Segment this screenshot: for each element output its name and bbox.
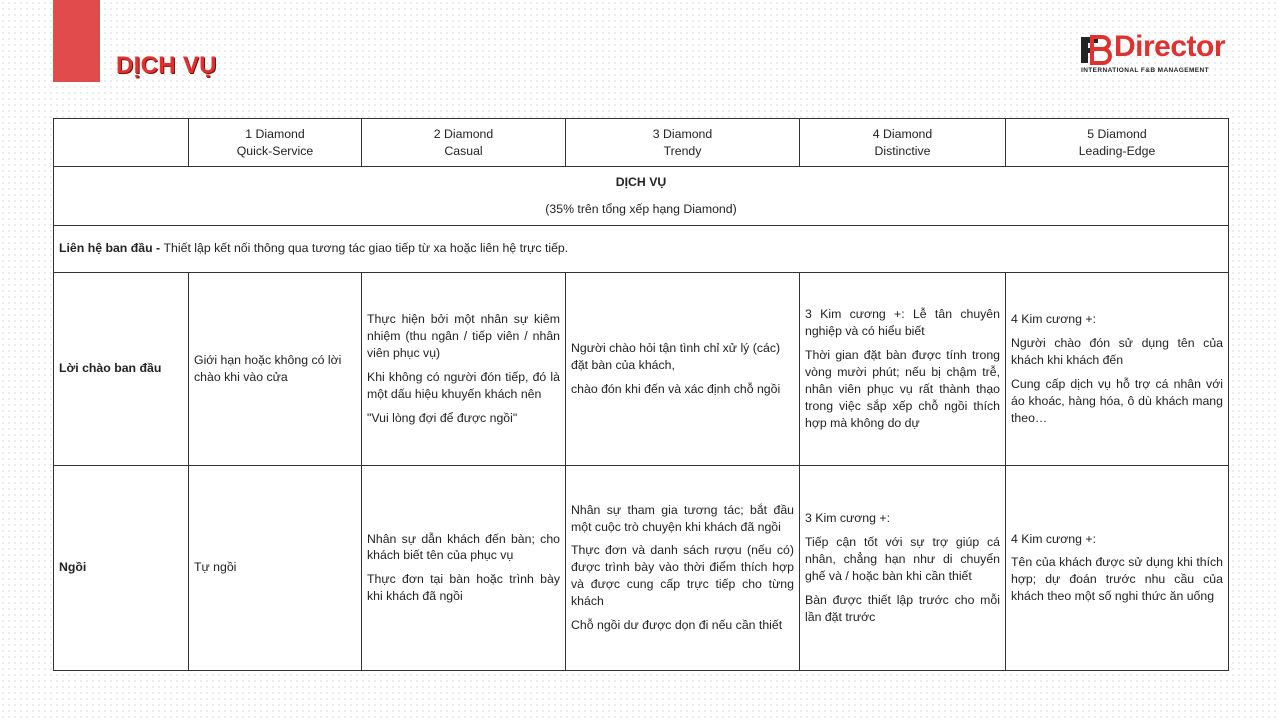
table-cell: Người chào hỏi tận tình chỉ xử lý (các) đặt bàn của khách, chào đón khi đến và xác định chỗ ngồi — [566, 272, 800, 465]
table-cell: 3 Kim cương +: Lễ tân chuyên nghiệp và có hiểu biết Thời gian đặt bàn được tính trong vòng mười phút; nếu bị chậm trễ, nhân viên phục vụ rất thành thạo trong việc sắp xếp chỗ ngồi thích hợp mà không do dự — [800, 272, 1006, 465]
logo-subtitle: INTERNATIONAL F&B MANAGEMENT — [1081, 67, 1209, 74]
table-cell: Nhân sự dẫn khách đến bàn; cho khách biết tên của phục vụ Thực đơn tại bàn hoặc trình bày khi khách đã ngồi — [362, 465, 566, 670]
table-cell: 4 Kim cương +: Người chào đón sử dụng tên của khách khi khách đến Cung cấp dịch vụ hỗ trợ cá nhân với áo khoác, hàng hóa, ô dù khách mang theo… — [1006, 272, 1229, 465]
header-4-diamond: 4 Diamond Distinctive — [800, 119, 1006, 167]
logo-wordmark: Director — [1114, 30, 1226, 63]
section-subtitle: (35% trên tổng xếp hạng Diamond) — [545, 201, 737, 216]
section-cell — [54, 167, 1229, 226]
table-header-row — [54, 119, 1229, 167]
contact-cell — [54, 225, 1229, 272]
accent-bar — [53, 0, 100, 82]
brand-logo — [1080, 30, 1240, 78]
contact-text: Thiết lập kết nối thông qua tương tác giao tiếp từ xa hoặc liên hệ trực tiếp. — [163, 241, 569, 256]
section-title: DỊCH VỤ — [615, 175, 667, 189]
row-label: Ngồi — [54, 465, 189, 670]
table-cell: Giới hạn hoặc không có lời chào khi vào cửa — [189, 272, 362, 465]
table-row-greeting — [54, 272, 1229, 465]
page-title: DỊCH VỤ — [116, 52, 217, 79]
fb-monogram-icon — [1080, 34, 1116, 68]
contact-separator: - — [152, 241, 164, 256]
table-row-seating — [54, 465, 1229, 670]
table-cell: 3 Kim cương +: Tiếp cận tốt với sự trợ giúp cá nhân, chẳng hạn như di chuyển ghế và / hoặc bàn khi cần thiết Bàn được thiết lập trước cho mỗi lần đặt trước — [800, 465, 1006, 670]
diamond-service-table — [53, 118, 1229, 671]
table-cell: Thực hiện bởi một nhân sự kiêm nhiệm (thu ngân / tiếp viên / nhân viên phục vụ) Khi không có người đón tiếp, đó là một dấu hiệu khuyến khách nên "Vui lòng đợi để được ngồi" — [362, 272, 566, 465]
contact-row — [54, 225, 1229, 272]
contact-label: Liên hệ ban đầu — [59, 241, 153, 256]
header-5-diamond: 5 Diamond Leading-Edge — [1006, 119, 1229, 167]
row-label: Lời chào ban đầu — [54, 272, 189, 465]
header-1-diamond: 1 Diamond Quick-Service — [189, 119, 362, 167]
section-row — [54, 167, 1229, 226]
header-3-diamond: 3 Diamond Trendy — [566, 119, 800, 167]
header-corner — [54, 119, 189, 167]
table-cell: Nhân sự tham gia tương tác; bắt đầu một cuộc trò chuyện khi khách đã ngồi Thực đơn và danh sách rượu (nếu có) được trình bày vào thời điểm thích hợp và được cung cấp trực tiếp cho từng khách Chỗ ngồi dư được dọn đi nếu cần thiết — [566, 465, 800, 670]
table-cell: 4 Kim cương +: Tên của khách được sử dụng khi thích hợp; dự đoán trước nhu cầu của khách theo một số nghi thức ăn uống — [1006, 465, 1229, 670]
table-cell: Tự ngồi — [189, 465, 362, 670]
header-2-diamond: 2 Diamond Casual — [362, 119, 566, 167]
